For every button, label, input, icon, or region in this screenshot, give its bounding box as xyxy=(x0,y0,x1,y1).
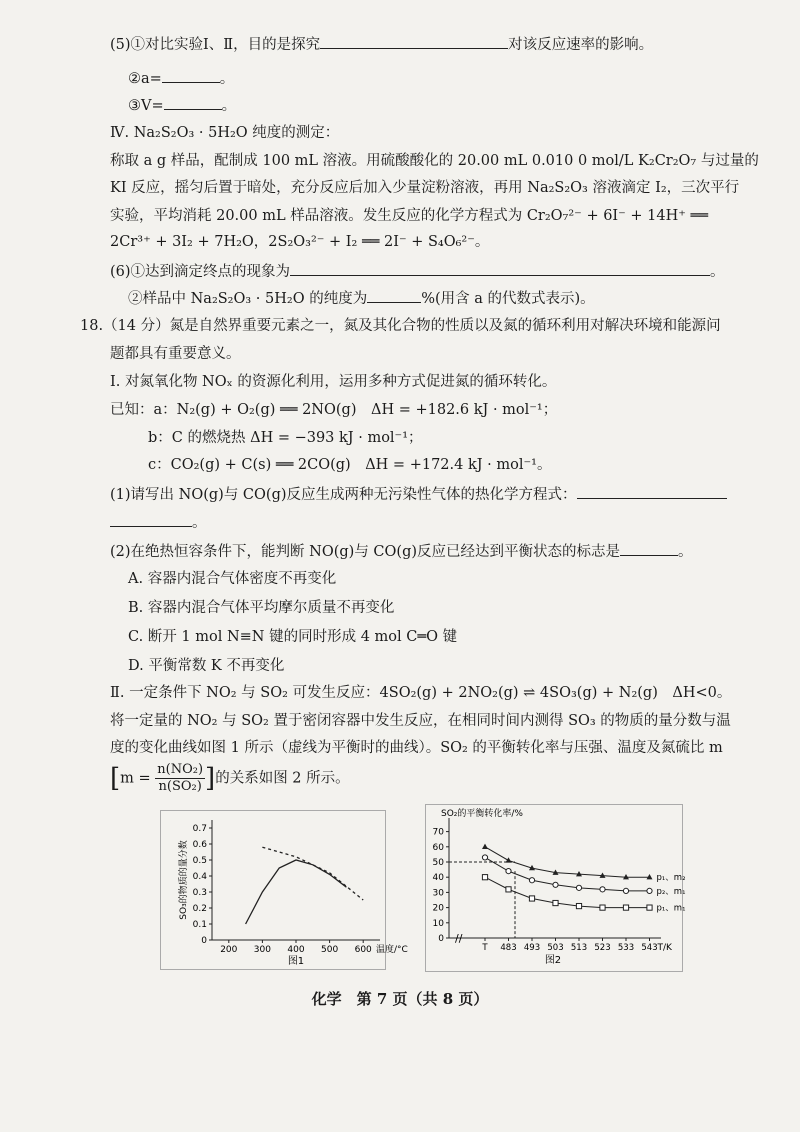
q18-part2-line3: 度的变化曲线如图 1 所示（虚线为平衡时的曲线）。SO₂ 的平衡转化率与压强、温度及氮硫比 m xyxy=(110,740,723,756)
fraction-denominator: n(SO₂) xyxy=(158,779,202,794)
y-tick-label: 30 xyxy=(432,888,444,899)
page-footer: 化学 第 7 页（共 8 页） xyxy=(311,990,489,1008)
x-axis-label: 温度/°C xyxy=(376,945,408,955)
triangle-marker xyxy=(506,857,512,862)
square-marker xyxy=(506,887,511,892)
x-tick-label: 400 xyxy=(287,945,305,955)
circle-marker xyxy=(623,888,628,893)
circle-marker xyxy=(553,882,558,887)
x-axis-label: T/K xyxy=(657,943,672,953)
x-tick-label: 200 xyxy=(220,945,238,955)
circle-marker xyxy=(529,878,534,883)
answer-blank[interactable] xyxy=(290,261,710,276)
series-legend-label: p₂、m₁ xyxy=(656,886,686,897)
q17-p5-1 xyxy=(110,34,653,55)
circle-marker xyxy=(647,888,652,893)
q18-p1 xyxy=(110,484,727,505)
q17-p5-3-text: ③V= xyxy=(128,98,164,114)
y-tick-label: 0.2 xyxy=(192,904,207,914)
q18-part1: Ⅰ. 对氮氧化物 NOₓ 的资源化利用，运用多种方式促进氮的循环转化。 xyxy=(110,374,557,390)
y-tick-label: 0.3 xyxy=(192,888,207,898)
y-tick-label: 0.5 xyxy=(192,856,207,866)
triangle-marker xyxy=(482,844,488,849)
period: 。 xyxy=(192,515,207,531)
x-tick-label: 493 xyxy=(523,943,541,953)
period: 。 xyxy=(678,544,693,560)
q18-option-a: A. 容器内混合气体密度不再变化 xyxy=(128,571,337,587)
square-marker xyxy=(482,875,487,880)
m-definition: m = xyxy=(120,770,151,787)
q18-line2: 题都具有重要意义。 xyxy=(110,346,241,362)
q17-p5-1-text: (5)①对比实验Ⅰ、Ⅱ，目的是探究 xyxy=(110,37,321,53)
q17-p5-3 xyxy=(128,95,236,116)
y-tick-label: 0.6 xyxy=(192,840,207,850)
q17-part4-line1: 称取 a g 样品，配制成 100 mL 溶液。用硫酸酸化的 20.00 mL 0.010 0 mol/L K₂Cr₂O₇ 与过量的 xyxy=(110,153,759,169)
q18-given-a: 已知：a：N₂(g) + O₂(g) ══ 2NO(g) ΔH = +182.6 kJ · mol⁻¹； xyxy=(110,402,558,418)
y-tick-label: 10 xyxy=(432,918,444,929)
fraction xyxy=(155,762,205,795)
y-tick-label: 0.4 xyxy=(192,872,207,882)
x-tick-label: 503 xyxy=(547,943,564,953)
series-legend-label: p₁、m₁ xyxy=(656,903,686,914)
series-equilibrium-line xyxy=(262,847,363,900)
circle-marker xyxy=(506,869,511,874)
q18-given-b: b：C 的燃烧热 ΔH = −393 kJ · mol⁻¹； xyxy=(148,430,423,446)
y-tick-label: 40 xyxy=(432,873,444,884)
series-legend-label: p₁、m₂ xyxy=(656,873,686,884)
answer-blank[interactable] xyxy=(320,34,508,49)
period: 。 xyxy=(710,264,725,280)
answer-blank[interactable] xyxy=(577,484,727,499)
square-marker xyxy=(576,903,581,908)
q18-option-c: C. 断开 1 mol N≡N 键的同时形成 4 mol C═O 键 xyxy=(128,629,458,645)
y-tick-label: 20 xyxy=(432,903,444,914)
q17-p5-1-tail: 对该反应速率的影响。 xyxy=(508,37,654,53)
q17-p6-2-tail: %(用含 a 的代数式表示)。 xyxy=(421,291,595,307)
y-tick-label: 0.1 xyxy=(192,920,207,930)
q17-p6-1-text: (6)①达到滴定终点的现象为 xyxy=(110,264,291,280)
period: 。 xyxy=(219,71,235,87)
q18-p2-text: (2)在绝热恒容条件下，能判断 NO(g)与 CO(g)反应已经达到平衡状态的标志是 xyxy=(110,544,621,560)
q18-option-b: B. 容器内混合气体平均摩尔质量不再变化 xyxy=(128,600,395,616)
x-tick-label: 483 xyxy=(500,943,517,953)
x-tick-label: 543 xyxy=(641,943,658,953)
square-marker xyxy=(529,896,534,901)
left-bracket: [ xyxy=(110,763,121,794)
right-bracket: ] xyxy=(205,763,216,794)
answer-blank[interactable] xyxy=(367,288,421,303)
period: 。 xyxy=(221,98,237,114)
y-axis-label: SO₂的平衡转化率/% xyxy=(441,809,523,819)
axis-break-mark: // xyxy=(455,932,463,945)
figure-2-chart xyxy=(425,804,686,970)
answer-blank[interactable] xyxy=(164,95,222,110)
q18-part2-line4 xyxy=(110,762,350,795)
y-axis-label: SO₃的物质的量分数 xyxy=(179,840,189,920)
x-tick-label: 300 xyxy=(253,945,271,955)
q18-line1: 18.（14 分）氮是自然界重要元素之一，氮及其化合物的性质以及氮的循环利用对解决环境和能源问 xyxy=(80,318,721,334)
q17-p6-2 xyxy=(128,288,595,309)
q17-p5-2-text: ②a= xyxy=(128,71,162,87)
square-marker xyxy=(623,905,628,910)
q17-p5-2 xyxy=(128,68,234,89)
y-tick-label: 0 xyxy=(201,936,207,946)
chart-title: 图2 xyxy=(544,955,562,966)
q17-p6-2-text: ②样品中 Na₂S₂O₃ · 5H₂O 的纯度为 xyxy=(128,291,368,307)
x-tick-label: 600 xyxy=(354,945,372,955)
y-tick-label: 70 xyxy=(432,827,444,838)
q18-part2-line1: Ⅱ. 一定条件下 NO₂ 与 SO₂ 可发生反应：4SO₂(g) + 2NO₂(g) ⇌ 4SO₃(g) + N₂(g) ΔH<0。 xyxy=(110,685,732,701)
chart-title: 图1 xyxy=(287,956,305,967)
q17-part4-line2: KI 反应，摇匀后置于暗处，充分反应后加入少量淀粉溶液，再用 Na₂S₂O₃ 溶液滴定 I₂，三次平行 xyxy=(110,180,740,196)
circle-marker xyxy=(600,887,605,892)
series-measured-line xyxy=(246,860,347,924)
figure-1-chart xyxy=(160,810,408,968)
q18-p2 xyxy=(110,541,693,562)
q18-part2-line2: 将一定量的 NO₂ 与 SO₂ 置于密闭容器中发生反应，在相同时间内测得 SO₃ 的物质的量分数与温 xyxy=(110,713,731,729)
y-tick-label: 0 xyxy=(438,934,444,944)
q18-given-c: c：CO₂(g) + C(s) ══ 2CO(g) ΔH = +172.4 kJ · mol⁻¹。 xyxy=(148,457,552,473)
fraction-numerator: n(NO₂) xyxy=(157,762,204,777)
y-tick-label: 0.7 xyxy=(192,824,207,834)
q17-p6-1 xyxy=(110,261,725,282)
square-marker xyxy=(647,905,652,910)
x-tick-label: 523 xyxy=(594,943,611,953)
q17-part4-line4: 2Cr³⁺ + 3I₂ + 7H₂O，2S₂O₃²⁻ + I₂ ══ 2I⁻ + S₄O₆²⁻。 xyxy=(110,234,490,250)
q18-part2-line4-text: 的关系如图 2 所示。 xyxy=(215,770,350,787)
q18-option-d: D. 平衡常数 K 不再变化 xyxy=(128,658,285,674)
square-marker xyxy=(600,905,605,910)
answer-blank[interactable] xyxy=(620,541,678,556)
x-tick-label: T xyxy=(482,943,488,953)
x-tick-label: 500 xyxy=(321,945,339,955)
y-tick-label: 60 xyxy=(432,842,444,853)
square-marker xyxy=(553,900,558,905)
circle-marker xyxy=(482,855,487,860)
x-tick-label: 513 xyxy=(570,943,588,953)
q18-p1-text: (1)请写出 NO(g)与 CO(g)反应生成两种无污染性气体的热化学方程式： xyxy=(110,487,577,503)
answer-blank[interactable] xyxy=(110,512,192,527)
q18-p1-cont xyxy=(110,512,207,533)
circle-marker xyxy=(576,885,581,890)
q17-part4-title: Ⅳ. Na₂S₂O₃ · 5H₂O 纯度的测定： xyxy=(110,125,340,141)
y-tick-label: 50 xyxy=(432,858,444,868)
x-tick-label: 533 xyxy=(617,943,635,953)
answer-blank[interactable] xyxy=(162,68,220,83)
q17-part4-line3: 实验，平均消耗 20.00 mL 样品溶液。发生反应的化学方程式为 Cr₂O₇²⁻ + 6I⁻ + 14H⁺ ══ xyxy=(110,208,708,224)
